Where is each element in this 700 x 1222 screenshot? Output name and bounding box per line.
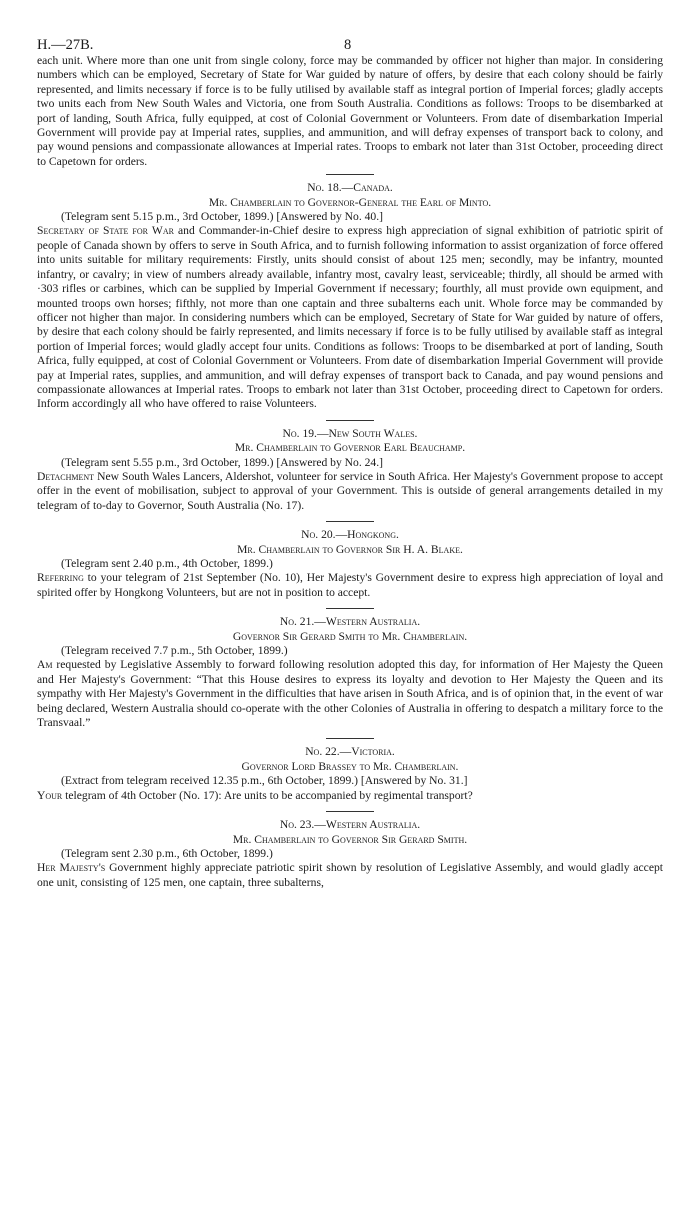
section-divider bbox=[326, 174, 374, 175]
document-page bbox=[37, 30, 663, 890]
section-divider bbox=[326, 420, 374, 421]
section-heading: No. 22.—Victoria. bbox=[305, 745, 395, 759]
telegram-line: (Telegram sent 2.30 p.m., 6th October, 1899.) bbox=[61, 846, 273, 860]
section-heading: No. 23.—Western Australia. bbox=[279, 818, 421, 832]
section-divider bbox=[326, 608, 374, 609]
body-lead: Her Majesty's bbox=[37, 861, 106, 875]
body-text: telegram of 4th October (No. 17): Are units to be accompanied by regimental transport? bbox=[62, 788, 473, 802]
section-body bbox=[37, 470, 663, 513]
page-number: 8 bbox=[344, 37, 352, 53]
section-parties: Mr. Chamberlain to Governor Earl Beauchamp. bbox=[234, 441, 466, 455]
section-divider bbox=[326, 738, 374, 739]
body-text: to your telegram of 21st September (No. 10), Her Majesty's Government desire to express high appreciation of loyal and spirited offer by Hongkong Volunteers, but are not in position to accept. bbox=[37, 571, 663, 599]
telegram-line: (Telegram sent 2.40 p.m., 4th October, 1899.) bbox=[61, 557, 273, 570]
section-body bbox=[37, 861, 663, 890]
section-heading: No. 19.—New South Wales. bbox=[282, 426, 418, 440]
body-lead: Your bbox=[37, 788, 63, 802]
section-heading: No. 21.—Western Australia. bbox=[279, 615, 421, 629]
page-header bbox=[37, 30, 663, 54]
body-text: and Commander-in-Chief desire to express high appreciation of signal exhibition of patriotic spirit of people of Canada shown by offers to serve in South Africa, and to furnish following information to assist organization of force offered into units suitable for military requirements: Firstly, units should consist of about 125 men; secondly, may be infantry, mounted infantry, or cavalry; in view of numbers already available, infantry most, cavalry least, serviceable; thirdly, all should be armed with ·303 rifles or carbines, which can be supplied by Imperial Government if necessary; fourthly, all must provide own equipment, and mounted troops own horses; fifthly, not more than one captain and three subalterns each unit. Whole force may be commanded by officer not higher than major. In considering numbers which can be employed, Secretary of State for War guided by nature of offers, by desire that each colony should be fairly represented, and limits necessary if force is to be fully utilised by available staff as integral portion of Imperial forces; would gladly accept four units. Conditions as follows: Troops to be disembarked at port of landing, South Africa, fully equipped, at cost of Colonial Government or Volunteers. From date of disembarkation Imperial Government will provide pay at Imperial rates, supplies, and ammunition, and will defray expenses of transport back to Canada, and pay wound pensions and compassionate allowances at Imperial rates. Troops to embark not later than 31st October, proceeding direct to Capetown for orders. Inform accordingly all who have offered to raise Volunteers. bbox=[37, 224, 663, 411]
telegram-line: (Telegram sent 5.55 p.m., 3rd October, 1899.) [Answered by No. 24.] bbox=[61, 455, 383, 469]
body-text: Government highly appreciate patriotic spirit shown by resolution of Legislative Assembly, and would gladly accept one unit, consisting of 125 men, one captain, three subalterns, bbox=[37, 861, 663, 889]
section-body bbox=[37, 789, 663, 803]
section-heading: No. 18.—Canada. bbox=[307, 181, 393, 195]
telegram-line: (Telegram received 7.7 p.m., 5th October, 1899.) bbox=[61, 644, 288, 658]
section-heading: No. 20.—Hongkong. bbox=[301, 528, 399, 542]
section-body bbox=[37, 571, 663, 600]
body-text: requested by Legislative Assembly to forward following resolution adopted this day, for information of Her Majesty the Queen and Her Majesty's Government: “That this House desires to express its loyalty and devotion to Her Majesty the Queen and its sympathy with Her Majesty's Government in the difficulties that have arisen in South Africa, and is of opinion that, in the event of war being declared, Western Australia should co-operate with the other Colonies of Australia in offering to despatch a military force to the Transvaal.” bbox=[37, 658, 663, 730]
section-parties: Mr. Chamberlain to Governor Sir H. A. Blake. bbox=[237, 542, 463, 556]
section-parties: Mr. Chamberlain to Governor Sir Gerard Smith. bbox=[232, 832, 468, 846]
intro-paragraph: each unit. Where more than one unit from single colony, force may be commanded by officer not higher than major. In considering numbers which can be employed, Secretary of State for War guided by nature of offers, by desire that each colony should be fairly represented, and limits necessary if force is to be fully utilised by available staff as integral portion of Imperial forces; gladly accepts two units each from New South Wales and Victoria, one from South Australia. Conditions as follows: Troops to be disembarked at port of landing, South Africa, fully equipped, at cost of Colonial Government or Volunteers. From date of disembarkation Imperial Government will provide pay at Imperial rates, supplies, and ammunition, and will defray expenses of transport back to colony, and pay wound pensions and compassionate allowances at Imperial rates. Troops to embark not later than 31st October, proceeding direct to Capetown for orders. bbox=[37, 54, 663, 168]
body-lead: Referring bbox=[37, 571, 84, 585]
section-divider bbox=[326, 811, 374, 812]
body-lead: Secretary of State for War bbox=[37, 224, 174, 238]
section-body bbox=[37, 224, 663, 411]
section-body bbox=[37, 658, 663, 730]
section-parties: Mr. Chamberlain to Governor-General the Earl of Minto. bbox=[208, 195, 492, 209]
body-text: New South Wales Lancers, Aldershot, volunteer for service in South Africa. Her Majesty's Government propose to accept offer in the event of mobilisation, subject to approval of your Government. This is outside of general arrangements detailed in my telegram of to-day to Governor, South Australia (No. 17). bbox=[37, 469, 663, 512]
section-parties: Governor Lord Brassey to Mr. Chamberlain. bbox=[241, 759, 459, 773]
section-parties: Governor Sir Gerard Smith to Mr. Chamberlain. bbox=[232, 629, 468, 643]
document-reference: H.—27B. bbox=[37, 37, 94, 53]
body-lead: Am bbox=[37, 658, 53, 672]
telegram-line: (Telegram sent 5.15 p.m., 3rd October, 1899.) [Answered by No. 40.] bbox=[61, 210, 383, 224]
section-divider bbox=[326, 521, 374, 522]
telegram-line: (Extract from telegram received 12.35 p.m., 6th October, 1899.) [Answered by No. 31.] bbox=[61, 774, 468, 788]
body-lead: Detachment bbox=[37, 469, 95, 483]
